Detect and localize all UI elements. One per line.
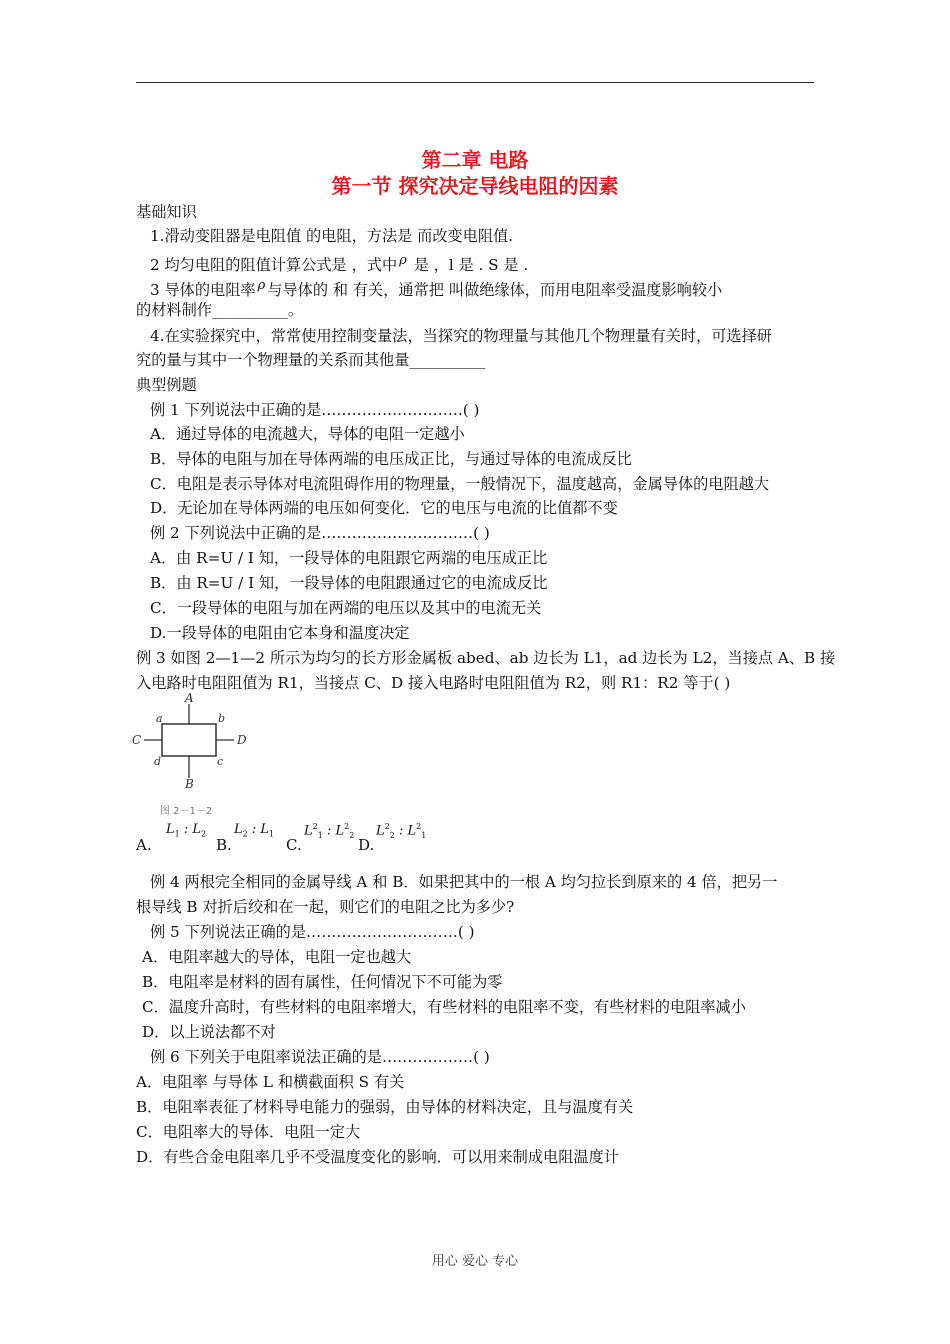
basic-item-4: 4.在实验探究中，常常使用控制变量法，当探究的物理量与其他几个物理量有关时，可选择研 [150,327,772,345]
option-b-label: B. [216,836,232,854]
label-d: d [154,755,162,768]
basic-item-2 [136,251,850,275]
label-a: a [156,712,163,725]
basic-item-3-part-a: 3 导体的电阻率 [150,281,256,299]
example-4-line1: 例 4 两根完全相同的金属导线 A 和 B．如果把其中的一根 A 均匀拉长到原来的 4 倍，把另一 [150,873,778,891]
label-B: B [185,777,194,791]
option-a-label: A. [136,836,152,854]
page-footer: 用心 爱心 专心 [431,1254,519,1269]
option-c-label: C. [286,836,302,854]
basic-item-3-cont: 的材料制作__________。 [136,301,304,319]
header-rule [136,82,814,83]
example-3-question-line2: 入电路时电阻阻值为 R1，当接点 C、D 接入电路时电阻阻值为 R2，则 R1：R2 等于( ) [136,674,731,692]
label-c: c [217,755,224,768]
example-1-question: 例 1 下列说法中正确的是……………………….( ) [150,401,480,419]
chapter-title: 第二章 电路 [421,148,529,172]
example-5-option-c: C．温度升高时，有些材料的电阻率增大，有些材料的电阻率不变，有些材料的电阻率减小 [142,998,746,1016]
examples-heading: 典型例题 [136,376,197,394]
example-5-question: 例 5 下列说法正确的是…………………………( ) [150,923,475,941]
example-1-option-c: C．电阻是表示导体对电流阻碍作用的物理量，一般情况下，温度越高，金属导体的电阻越大 [150,475,770,493]
example-1-option-a: A．通过导体的电流越大，导体的电阻一定越小 [150,425,465,443]
label-b: b [218,712,226,725]
option-d-value: $L^2_2$ : $L^2_1$ [376,822,427,840]
basic-item-1: 1.滑动变阻器是电阻值 的电阻，方法是 而改变电阻值. [150,227,514,245]
option-d-label: D. [358,836,375,854]
basic-item-3-part-b: 与导体的 和 有关，通常把 叫做绝缘体，而用电阻率受温度影响较小 [267,281,723,299]
option-a-value: $L_1$ : $L_2$ [166,822,207,839]
basic-item-3 [136,276,850,300]
example-3-options [136,822,536,854]
example-3-question-line1: 例 3 如图 2—1—2 所示为均匀的长方形金属板 abed、ab 边长为 L1，ad 边长为 L2，当接点 A、B 接 [136,649,836,667]
example-2-option-b: B．由 R=U / I 知，一段导体的电阻跟通过它的电流成反比 [150,574,548,592]
basic-item-4-cont: 究的量与其中一个物理量的关系而其他量__________ [136,351,486,369]
example-5-option-a: A．电阻率越大的导体，电阻一定也越大 [142,948,412,966]
section-title: 第一节 探究决定导线电阻的因素 [331,174,619,198]
label-D: D [237,733,247,747]
example-2-option-c: C．一段导体的电阻与加在两端的电压以及其中的电流无关 [150,599,542,617]
example-2-option-a: A．由 R=U / I 知，一段导体的电阻跟它两端的电压成正比 [150,549,548,567]
figure-caption: 图 2－1－2 [160,806,213,817]
option-c-value: $L^2_1$ : $L^2_2$ [304,822,355,840]
basic-item-2-part-b: 是 ，l 是 . S 是 . [408,256,529,274]
basic-item-2-part-a: 2 均匀电阻的阻值计算公式是 ，式中 [150,256,398,274]
example-6-option-c: C．电阻率大的导体．电阻一定大 [136,1123,361,1141]
basic-heading: 基础知识 [136,203,197,221]
example-6-question: 例 6 下列关于电阻率说法正确的是………………( ) [150,1048,490,1066]
example-4-line2: 根导线 B 对折后绞和在一起，则它们的电阻之比为多少? [136,898,515,916]
example-5-option-b: B．电阻率是材料的固有属性，任何情况下不可能为零 [142,973,503,991]
option-b-value: $L_2$ : $L_1$ [234,822,275,839]
example-2-question: 例 2 下列说法中正确的是…………………………( ) [150,524,490,542]
rho-symbol: ρ [399,253,407,268]
example-1-option-d: D．无论加在导体两端的电压如何变化．它的电压与电流的比值都不变 [150,499,618,517]
example-6-option-d: D．有些合金电阻率几乎不受温度变化的影响．可以用来制成电阻温度计 [136,1148,619,1166]
example-6-option-a: A．电阻率 与导体 L 和横截面积 S 有关 [136,1073,405,1091]
figure-2-1-2 [130,690,260,820]
example-1-option-b: B．导体的电阻与加在导体两端的电压成正比，与通过导体的电流成反比 [150,450,632,468]
example-2-option-d: D.一段导体的电阻由它本身和温度决定 [150,624,410,642]
example-6-option-b: B．电阻率表征了材料导电能力的强弱，由导体的材料决定，且与温度有关 [136,1098,634,1116]
rho-symbol: ρ [257,278,266,293]
example-5-option-d: D．以上说法都不对 [142,1023,276,1041]
label-A: A [185,691,194,705]
label-C: C [132,733,142,747]
metal-plate-rect [162,724,216,756]
